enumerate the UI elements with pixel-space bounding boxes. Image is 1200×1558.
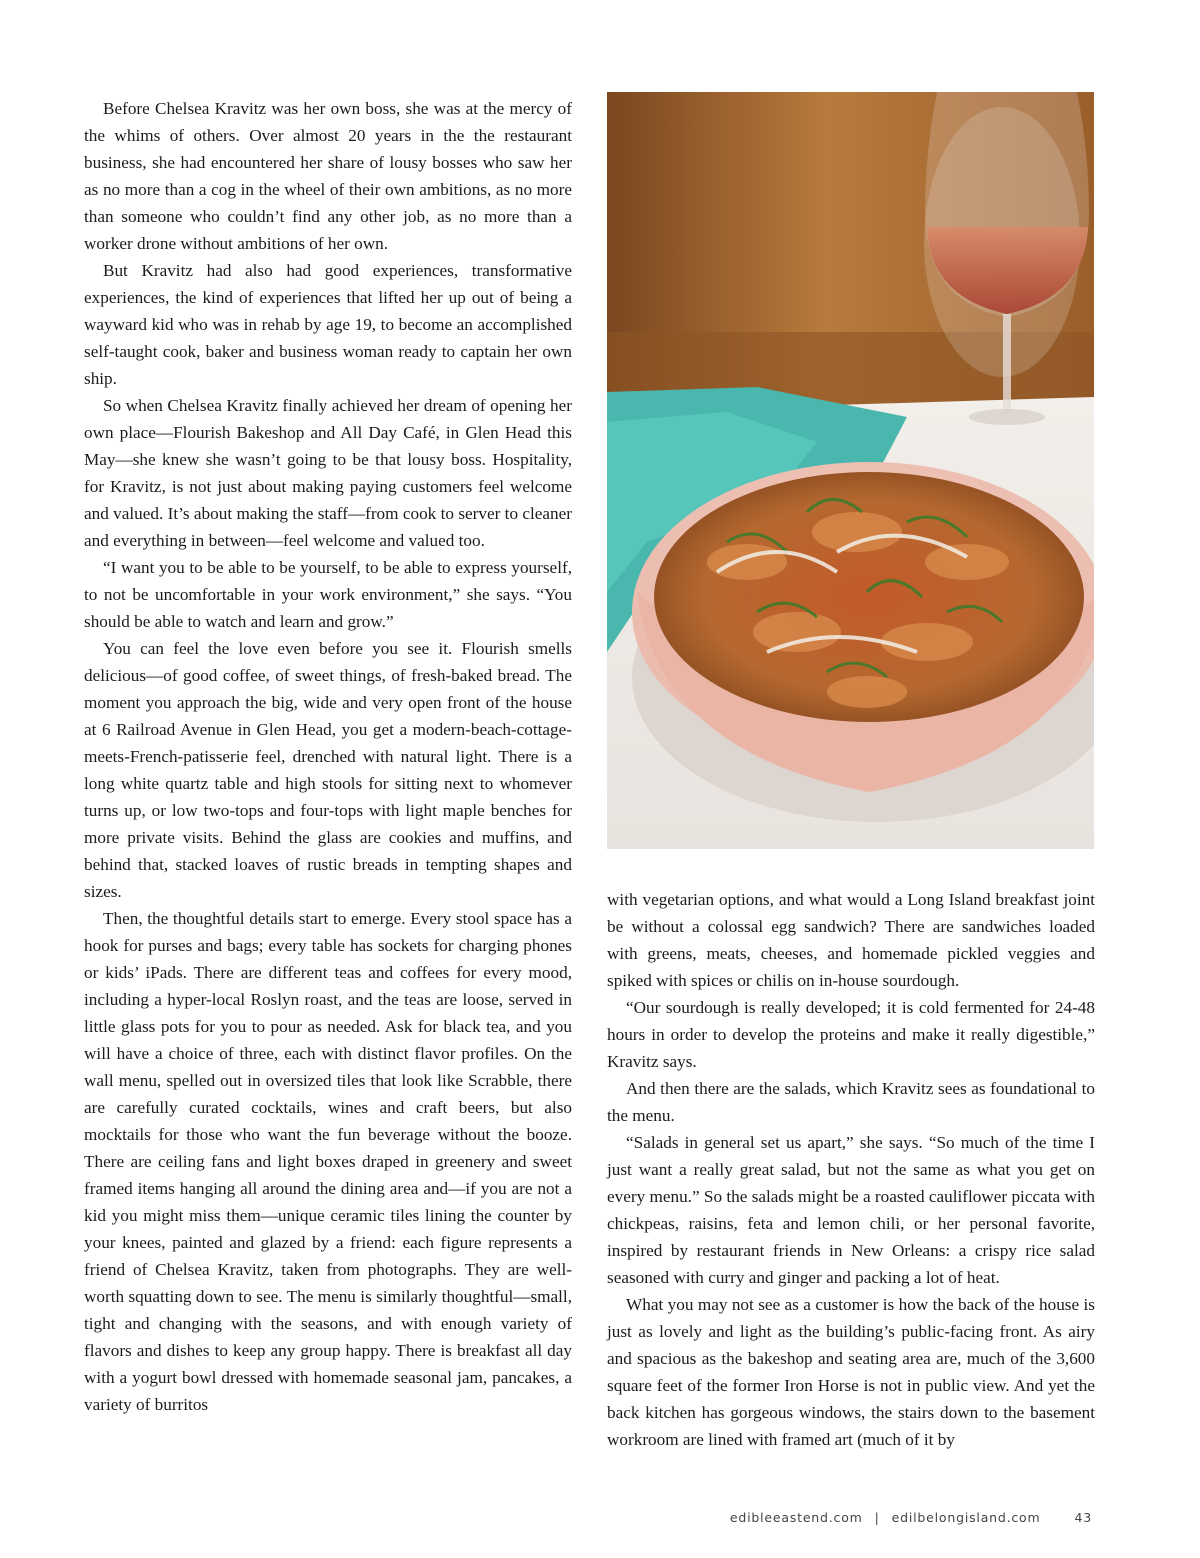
paragraph: “I want you to be able to be yourself, to be able to express yourself, to not be uncomfortable in your work environment,” she says. “You should be able to watch and learn and grow.” (84, 558, 572, 631)
footer-separator: | (874, 1510, 880, 1525)
footer-site-link[interactable]: edilbelongisland.com (891, 1510, 1041, 1525)
paragraph: “Our sourdough is really developed; it is cold fermented for 24-48 hours in order to develop the proteins and make it really digestible,” Kravitz says. (607, 998, 1095, 1071)
paragraph: So when Chelsea Kravitz finally achieved her dream of opening her own place—Flourish Bakeshop and All Day Café, in Glen Head this May—she knew she wasn’t going to be that lousy boss. Hospitality, for Kravitz, is not just about making paying customers feel welcome and valued. It’s about making the staff—from cook to server to cleaner and everything in between—feel welcome and valued too. (84, 396, 572, 550)
paragraph: What you may not see as a customer is how the back of the house is just as lovely and light as the building’s public-facing front. As airy and spacious as the bakeshop and seating area are, much of the 3,600 square feet of the former Iron Horse is not in public view. And yet the back kitchen has gorgeous windows, the stairs down to the basement workroom are lined with framed art (much of it by (607, 1295, 1095, 1449)
page-number: 43 (1074, 1510, 1092, 1525)
paragraph: And then there are the salads, which Kravitz sees as foundational to the menu. (607, 1079, 1095, 1125)
article-right-column (607, 886, 1095, 1453)
paragraph: You can feel the love even before you see it. Flourish smells delicious—of good coffee, of sweet things, of fresh-baked bread. The moment you approach the big, wide and very open front of the house at 6 Railroad Avenue in Glen Head, you get a modern-beach-cottage-meets-French-patisserie feel, drenched with natural light. There is a long white quartz table and high stools for sitting next to whomever turns up, or low two-tops and four-tops with light maple benches for more private visits. Behind the glass are cookies and muffins, and behind that, stacked loaves of rustic breads in tempting shapes and sizes. (84, 639, 572, 901)
paragraph: But Kravitz had also had good experiences, transformative experiences, the kind of experiences that lifted her up out of being a wayward kid who was in rehab by age 19, to become an accomplished self-taught cook, baker and business woman ready to captain her own ship. (84, 261, 572, 388)
paragraph-continued: with vegetarian options, and what would a Long Island breakfast joint be without a colossal egg sandwich? There are sandwiches loaded with greens, meats, cheeses, and homemade pickled veggies and spiked with spices or chilis on in-house sourdough. (607, 890, 1095, 990)
paragraph: Before Chelsea Kravitz was her own boss, she was at the mercy of the whims of others. Over almost 20 years in the the restaurant business, she had encountered her share of lousy bosses who saw her as no more than a cog in the wheel of their own ambitions, as no more than someone who couldn’t find any other job, as no more than a worker drone without ambitions of her own. (84, 99, 572, 253)
page-footer (730, 1510, 1092, 1525)
paragraph: “Salads in general set us apart,” she says. “So much of the time I just want a really great salad, but not the same as what you get on every menu.” So the salads might be a roasted cauliflower piccata with chickpeas, raisins, feta and lemon chili, or her personal favorite, inspired by restaurant friends in New Orleans: a crispy rice salad seasoned with curry and ginger and packing a lot of heat. (607, 1133, 1095, 1287)
article-left-column (84, 95, 572, 1418)
food-photo (607, 92, 1094, 849)
paragraph: Then, the thoughtful details start to emerge. Every stool space has a hook for purses and bags; every table has sockets for charging phones or kids’ iPads. There are different teas and coffees for every mood, including a hyper-local Roslyn roast, and the teas are loose, served in little glass pots for you to pour as needed. Ask for black tea, and you will have a choice of three, each with distinct flavor profiles. On the wall menu, spelled out in oversized tiles that look like Scrabble, there are carefully curated cocktails, wines and craft beers, but also mocktails for those who want the fun beverage without the booze. There are ceiling fans and light boxes draped in greenery and sweet framed items hanging all around the dining area and—if you are not a kid you might miss them—unique ceramic tiles lining the counter by your knees, painted and glazed by a friend: each figure represents a friend of Chelsea Kravitz, taken from photographs. They are well-worth squatting down to see. The menu is similarly thoughtful—small, tight and changing with the seasons, and with enough variety of flavors and dishes to keep any group happy. There is breakfast all day with a yogurt bowl dressed with homemade seasonal jam, pancakes, a variety of burritos (84, 909, 572, 1414)
footer-site-link[interactable]: edibleeastend.com (729, 1510, 863, 1525)
